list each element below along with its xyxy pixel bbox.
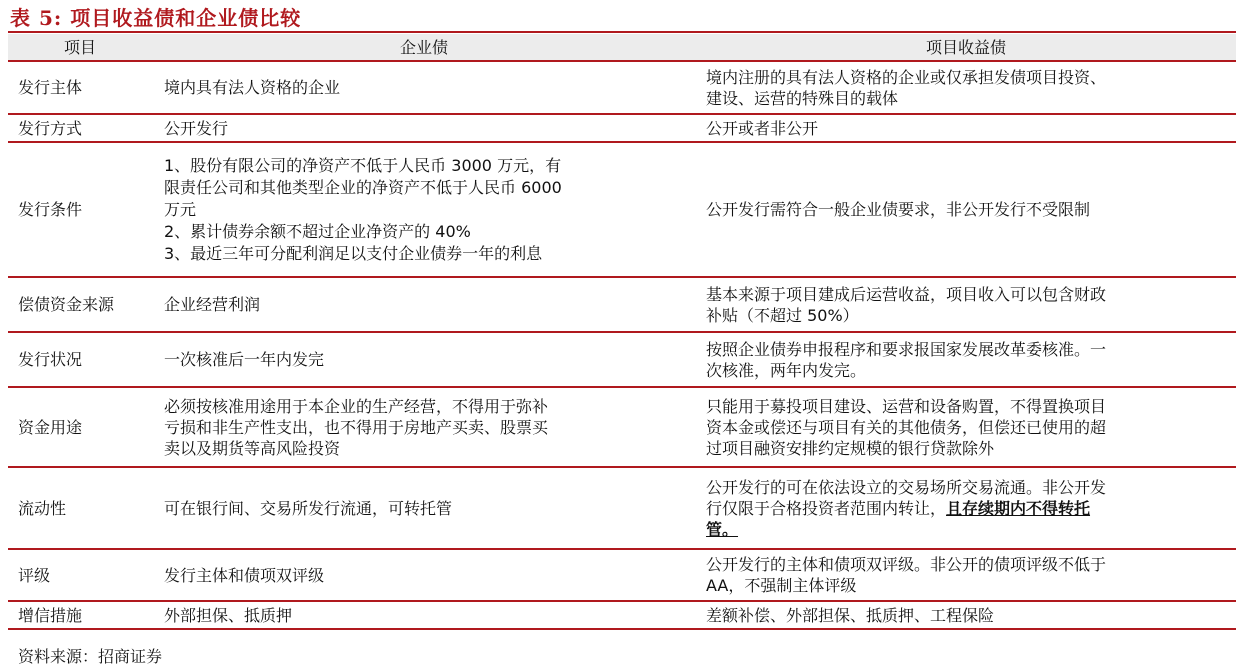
table-row (8, 114, 1236, 142)
header-corporate-bond: 企业债 (152, 34, 696, 61)
table-row (8, 549, 1236, 601)
cell-line: 基本来源于项目建成后运营收益，项目收入可以包含财政 (706, 284, 1107, 304)
cell-line (706, 498, 1230, 519)
corp-cell (152, 601, 696, 629)
cell-line: 亏损和非生产性支出，也不得用于房地产买卖、股票买 (164, 417, 549, 437)
proj-cell (696, 277, 1236, 332)
title-rule (8, 31, 1236, 33)
emphasis-text: 且存续期内不得转托 (946, 498, 1091, 518)
proj-cell (696, 114, 1236, 142)
proj-cell (696, 142, 1236, 277)
source-note: 资料来源：招商证券 (18, 647, 163, 666)
cell-line: 1、股份有限公司的净资产不低于人民币 3000 万元，有 (164, 155, 562, 175)
corp-cell (152, 114, 696, 142)
cell-line: 资本金或偿还与项目有关的其他债务，但偿还已使用的超 (706, 417, 1107, 437)
cell-line: 按照企业债券申报程序和要求报国家发展改革委核准。一 (706, 339, 1107, 359)
corp-cell (152, 387, 696, 467)
row-label: 增信措施 (8, 601, 152, 629)
comparison-table (8, 34, 1236, 630)
row-label: 发行状况 (8, 332, 152, 387)
table-row (8, 61, 1236, 114)
cell-line: 万元 (164, 199, 197, 219)
header-project-bond: 项目收益债 (696, 34, 1236, 61)
emphasis-text: 管。 (706, 519, 739, 539)
cell-line: 一次核准后一年内发完 (164, 350, 325, 369)
row-label: 评级 (8, 549, 152, 601)
table-row (8, 142, 1236, 277)
cell-line: 限责任公司和其他类型企业的净资产不低于人民币 6000 (164, 177, 562, 197)
cell-line: 公开发行需符合一般企业债要求，非公开发行不受限制 (706, 200, 1091, 219)
cell-line: 建设、运营的特殊目的载体 (706, 88, 899, 108)
proj-cell (696, 467, 1236, 549)
cell-line: 卖以及期货等高风险投资 (164, 438, 341, 458)
cell-line: 境内注册的具有法人资格的企业或仅承担发债项目投资、 (706, 67, 1107, 87)
cell-line: 过项目融资安排约定规模的银行贷款除外 (706, 438, 995, 458)
cell-line: 只能用于募投项目建设、运营和设备购置，不得置换项目 (706, 396, 1107, 416)
cell-text: 行仅限于合格投资者范围内转让， (706, 498, 947, 518)
cell-line: 可在银行间、交易所发行流通，可转托管 (164, 498, 453, 518)
corp-cell (152, 467, 696, 549)
table-row (8, 387, 1236, 467)
table-row (8, 467, 1236, 549)
corp-cell (152, 277, 696, 332)
header-item: 项目 (8, 34, 152, 61)
corp-cell (152, 549, 696, 601)
row-label: 流动性 (8, 467, 152, 549)
cell-line: 公开发行 (164, 118, 229, 138)
cell-line: 企业经营利润 (164, 295, 261, 314)
proj-cell (696, 549, 1236, 601)
row-label: 发行方式 (8, 114, 152, 142)
corp-cell (152, 61, 696, 114)
table-row (8, 332, 1236, 387)
cell-line: 次核准，两年内发完。 (706, 360, 867, 380)
cell-line: 公开发行的可在依法设立的交易场所交易流通。非公开发 (706, 477, 1107, 497)
proj-cell (696, 601, 1236, 629)
proj-cell (696, 387, 1236, 467)
cell-line: 差额补偿、外部担保、抵质押、工程保险 (706, 605, 995, 625)
cell-line: 补贴（不超过 50%） (706, 305, 859, 325)
row-label: 资金用途 (8, 387, 152, 467)
cell-line: 发行主体和债项双评级 (164, 565, 325, 585)
cell-line: 境内具有法人资格的企业 (164, 78, 341, 97)
cell-line: 2、累计债券余额不超过企业净资产的 40% (164, 221, 471, 241)
cell-line: 3、最近三年可分配利润足以支付企业债券一年的利息 (164, 243, 543, 263)
table-row (8, 601, 1236, 629)
row-label: 偿债资金来源 (8, 277, 152, 332)
proj-cell (696, 332, 1236, 387)
row-label: 发行条件 (8, 142, 152, 277)
cell-line: 公开或者非公开 (706, 118, 819, 138)
corp-cell (152, 142, 696, 277)
cell-line: 公开发行的主体和债项双评级。非公开的债项评级不低于 (706, 555, 1107, 574)
table-title: 表 5: 项目收益债和企业债比较 (10, 6, 302, 30)
table-header-row (8, 34, 1236, 61)
table-row (8, 277, 1236, 332)
cell-line: 必须按核准用途用于本企业的生产经营，不得用于弥补 (164, 396, 549, 416)
row-label: 发行主体 (8, 61, 152, 114)
cell-line: 外部担保、抵质押 (164, 605, 293, 625)
cell-line: AA，不强制主体评级 (706, 576, 857, 595)
proj-cell (696, 61, 1236, 114)
corp-cell (152, 332, 696, 387)
